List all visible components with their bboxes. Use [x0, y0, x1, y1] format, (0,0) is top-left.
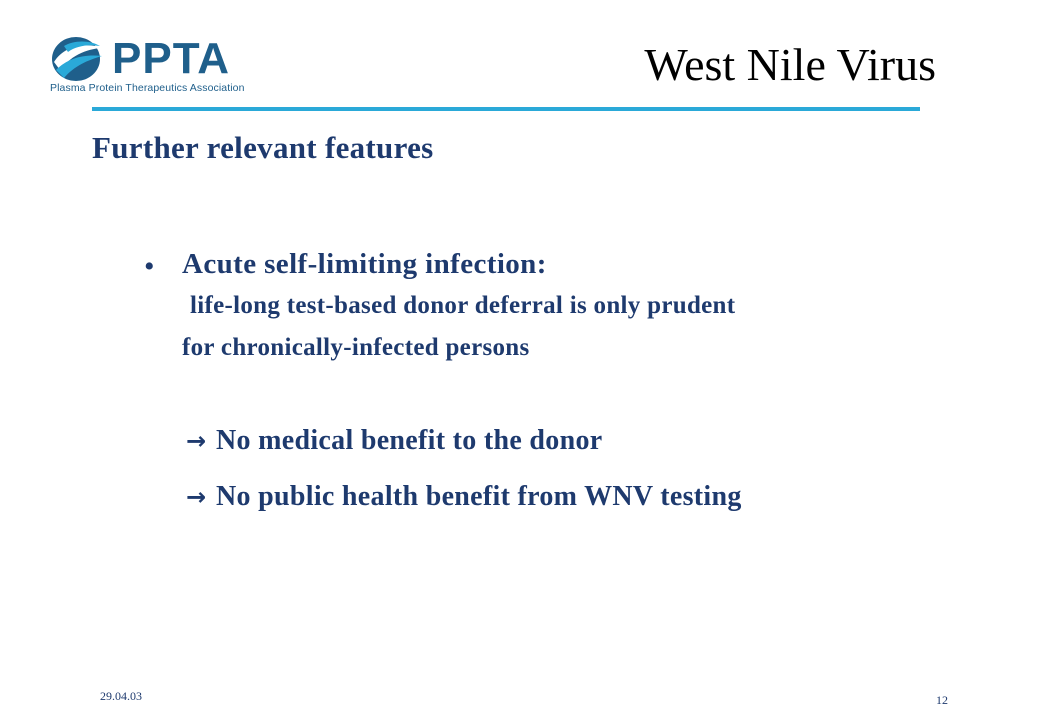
footer-date: 29.04.03	[100, 689, 142, 703]
arrow-point-1	[186, 425, 602, 457]
arrow-right-icon: →	[186, 483, 207, 511]
bullet-heading: Acute self-limiting infection:	[182, 248, 547, 280]
bullet-marker: •	[144, 250, 155, 283]
slide-title: West Nile Virus	[644, 39, 936, 90]
arrow-point-text: No medical benefit to the donor	[216, 425, 603, 456]
title-divider	[92, 107, 920, 111]
bullet-detail-line-2: for chronically-infected persons	[182, 334, 530, 361]
logo-wordmark: PPTA	[112, 34, 231, 83]
arrow-right-icon: →	[186, 427, 207, 455]
bullet-detail-line-1: life-long test-based donor deferral is only prudent	[190, 292, 736, 319]
arrow-point-2	[186, 481, 742, 513]
section-subheading: Further relevant features	[92, 130, 434, 165]
swirl-globe-icon	[50, 34, 108, 84]
arrow-point-text: No public health benefit from WNV testing	[216, 481, 742, 512]
ppta-logo	[50, 34, 270, 96]
page-number: 12	[936, 693, 948, 707]
logo-tagline: Plasma Protein Therapeutics Association	[50, 82, 245, 94]
